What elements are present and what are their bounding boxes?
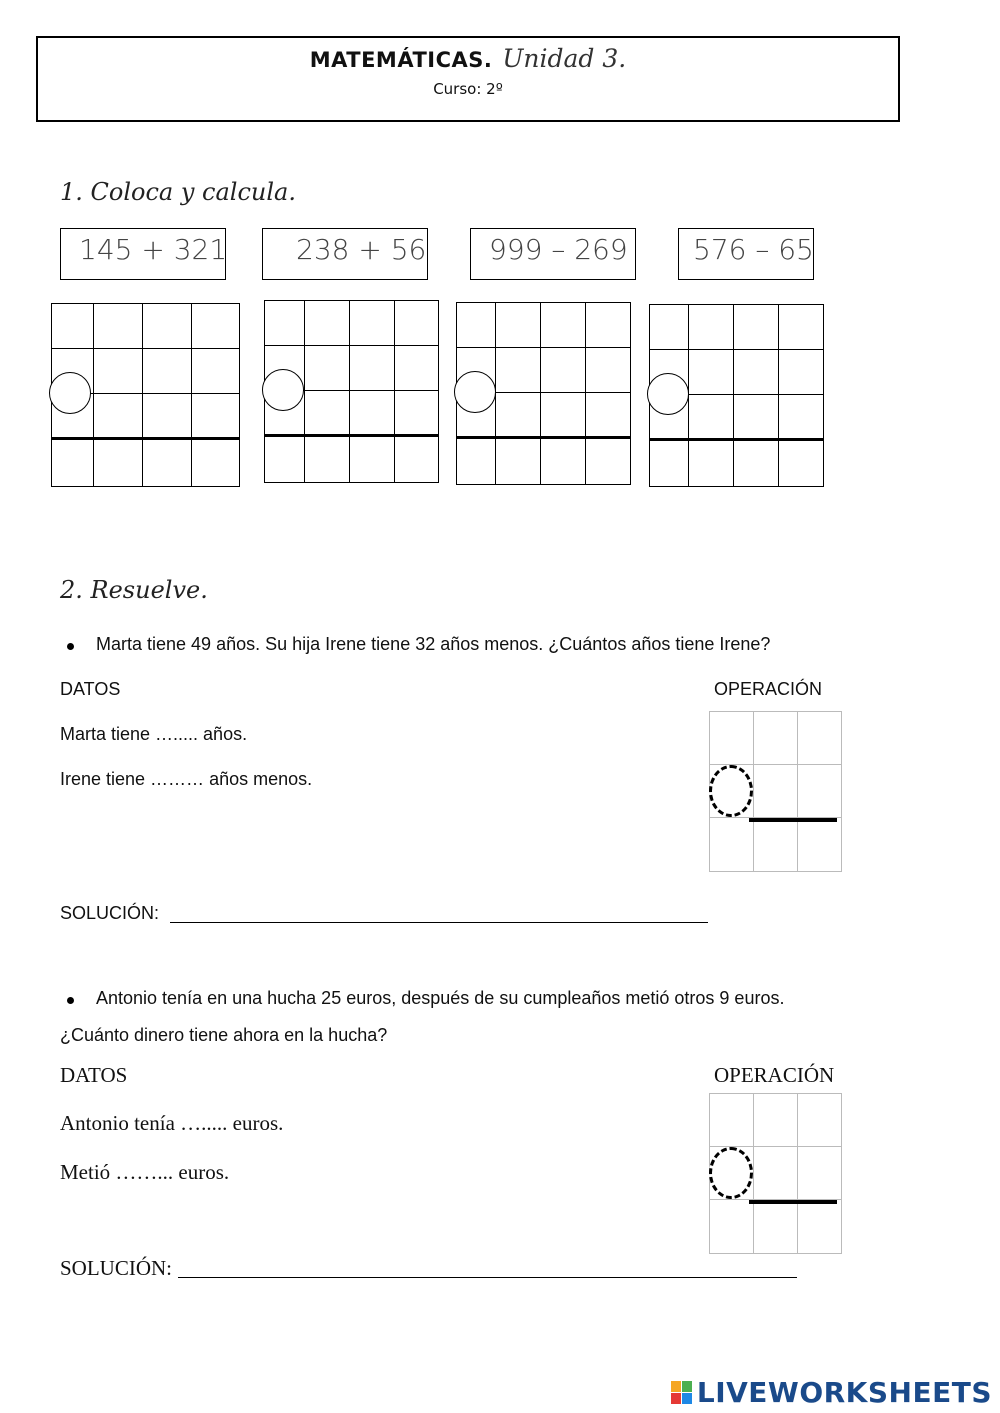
grid-cell[interactable] (733, 394, 779, 440)
grid-cell[interactable] (495, 392, 541, 438)
grid-cell[interactable] (733, 439, 779, 487)
grid-cell[interactable] (142, 303, 192, 349)
grid-cell[interactable] (264, 300, 305, 346)
problem2-data-line1: Antonio tenía …..... euros. (60, 1111, 284, 1135)
result-line (51, 437, 240, 440)
grid-cell[interactable] (585, 392, 631, 438)
grid-cell[interactable] (797, 764, 842, 818)
grid-cell[interactable] (304, 345, 350, 391)
grid-cell[interactable] (753, 711, 798, 765)
grid-cell[interactable] (540, 347, 586, 393)
problem1-statement: Marta tiene 49 años. Su hija Irene tiene 32 años menos. ¿Cuántos años tiene Irene? (96, 634, 771, 654)
operator-circle[interactable] (709, 1147, 753, 1199)
operator-circle[interactable] (647, 373, 689, 415)
grid-cell[interactable] (649, 304, 689, 350)
problem1-solution-label: SOLUCIÓN: (60, 903, 160, 923)
grid-cell[interactable] (585, 347, 631, 393)
grid-cell[interactable] (753, 817, 798, 872)
operator-circle[interactable] (262, 369, 304, 411)
grid-cell[interactable] (191, 303, 240, 349)
grid-cell[interactable] (688, 439, 734, 487)
grid-cell[interactable] (797, 817, 842, 872)
liveworksheets-logo (671, 1376, 992, 1409)
grid-cell[interactable] (753, 764, 798, 818)
problem2-statement-cont: ¿Cuánto dinero tiene ahora en la hucha? (60, 1025, 388, 1045)
operation-box-3: 999 – 269 (470, 228, 636, 280)
grid-cell[interactable] (394, 390, 439, 436)
grid-cell[interactable] (778, 349, 824, 395)
grid-cell[interactable] (585, 437, 631, 485)
grid-cell[interactable] (753, 1146, 798, 1200)
grid-cell[interactable] (709, 1093, 754, 1147)
subject-title: MATEMÁTICAS. (309, 48, 493, 72)
operation-box-1: 145 + 321 (60, 228, 226, 280)
grid-cell[interactable] (688, 304, 734, 350)
grid-cell[interactable] (495, 347, 541, 393)
problem2-solution-line[interactable] (178, 1277, 797, 1278)
grid-cell[interactable] (264, 435, 305, 483)
grid-cell[interactable] (304, 390, 350, 436)
problem2-data-line2: Metió ……... euros. (60, 1160, 230, 1184)
grid-cell[interactable] (778, 304, 824, 350)
grid-cell[interactable] (778, 394, 824, 440)
result-line (749, 818, 837, 822)
grid-cell[interactable] (733, 304, 779, 350)
grid-cell[interactable] (394, 300, 439, 346)
problem2-statement: Antonio tenía en una hucha 25 euros, después de su cumpleaños metió otros 9 euros. (96, 988, 785, 1008)
result-line (649, 438, 824, 441)
grid-cell[interactable] (456, 302, 496, 348)
grid-cell[interactable] (688, 394, 734, 440)
grid-cell[interactable] (495, 437, 541, 485)
grid-cell[interactable] (394, 435, 439, 483)
problem1-operation-label: OPERACIÓN (714, 679, 823, 699)
result-line (456, 436, 631, 439)
grid-cell[interactable] (394, 345, 439, 391)
grid-cell[interactable] (142, 393, 192, 439)
result-line (264, 434, 439, 437)
result-line (749, 1200, 837, 1204)
grid-cell[interactable] (191, 348, 240, 394)
grid-cell[interactable] (93, 393, 143, 439)
grid-cell[interactable] (540, 437, 586, 485)
grid-cell[interactable] (797, 1093, 842, 1147)
problem2-operation-label: OPERACIÓN (714, 1063, 835, 1087)
grid-cell[interactable] (495, 302, 541, 348)
bullet-icon (67, 643, 74, 650)
grid-cell[interactable] (540, 392, 586, 438)
section2-title: 2. Resuelve. (60, 576, 208, 604)
grid-cell[interactable] (93, 348, 143, 394)
grid-cell[interactable] (304, 435, 350, 483)
page-title (36, 44, 900, 73)
problem2-solution-label: SOLUCIÓN: (60, 1256, 173, 1280)
grid-cell[interactable] (349, 300, 395, 346)
grid-cell[interactable] (709, 1199, 754, 1254)
grid-cell[interactable] (688, 349, 734, 395)
grid-cell[interactable] (93, 438, 143, 487)
grid-cell[interactable] (142, 438, 192, 487)
grid-cell[interactable] (797, 1146, 842, 1200)
grid-cell[interactable] (349, 435, 395, 483)
course-label: Curso: 2º (433, 80, 503, 98)
grid-cell[interactable] (349, 390, 395, 436)
operation-box-4: 576 – 65 (678, 228, 814, 280)
grid-cell[interactable] (93, 303, 143, 349)
operator-circle[interactable] (454, 371, 496, 413)
grid-cell[interactable] (142, 348, 192, 394)
grid-cell[interactable] (304, 300, 350, 346)
operator-circle[interactable] (49, 372, 91, 414)
problem2-data-label: DATOS (60, 1063, 128, 1087)
grid-cell[interactable] (191, 393, 240, 439)
grid-cell[interactable] (778, 439, 824, 487)
operator-circle[interactable] (709, 765, 753, 817)
grid-cell[interactable] (797, 711, 842, 765)
operation-box-2: 238 + 56 (262, 228, 428, 280)
grid-cell[interactable] (733, 349, 779, 395)
problem1-data-label: DATOS (60, 679, 121, 699)
grid-cell[interactable] (585, 302, 631, 348)
grid-cell[interactable] (456, 437, 496, 485)
grid-cell[interactable] (753, 1199, 798, 1254)
grid-cell[interactable] (51, 438, 94, 487)
problem1-data-line2: Irene tiene ……… años menos. (60, 769, 313, 789)
logo-mark-icon (671, 1381, 693, 1405)
unit-title: Unidad 3. (502, 44, 627, 73)
grid-cell[interactable] (709, 817, 754, 872)
grid-cell[interactable] (349, 345, 395, 391)
problem1-data-line1: Marta tiene …..... años. (60, 724, 248, 744)
grid-cell[interactable] (797, 1199, 842, 1254)
problem1-solution-line[interactable] (170, 922, 708, 923)
grid-cell[interactable] (649, 439, 689, 487)
grid-cell[interactable] (191, 438, 240, 487)
grid-cell[interactable] (709, 711, 754, 765)
logo-text: LIVEWORKSHEETS (696, 1376, 992, 1409)
bullet-icon (67, 997, 74, 1004)
section1-title: 1. Coloca y calcula. (60, 178, 296, 206)
grid-cell[interactable] (753, 1093, 798, 1147)
grid-cell[interactable] (540, 302, 586, 348)
grid-cell[interactable] (51, 303, 94, 349)
